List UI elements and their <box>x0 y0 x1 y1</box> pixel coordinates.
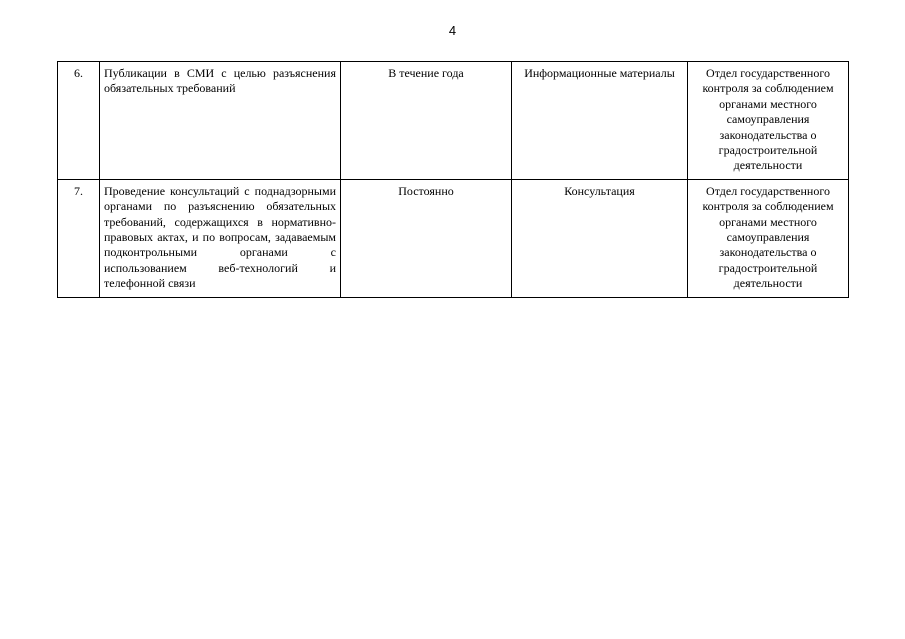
events-table <box>57 61 849 298</box>
activity-cell: Проведение консультаций с поднадзорными органами по разъяснению обязательных требований, содержащихся в нормативно-правовых актах, и по вопросам, задаваемым подконтрольными органами с использованием веб-технологий и телефонной связи <box>100 179 341 297</box>
page-number: 4 <box>448 23 457 38</box>
responsible-cell: Отдел государственного контроля за соблюдением органами местного самоуправления законодательства о градостроительной деятельности <box>688 179 849 297</box>
deadline-cell: В течение года <box>341 62 512 180</box>
activity-cell: Публикации в СМИ с целью разъяснения обязательных требований <box>100 62 341 180</box>
responsible-cell: Отдел государственного контроля за соблюдением органами местного самоуправления законодательства о градостроительной деятельности <box>688 62 849 180</box>
row-number: 6. <box>58 62 100 180</box>
table-row <box>58 179 849 297</box>
form-cell: Информационные материалы <box>512 62 688 180</box>
deadline-cell: Постоянно <box>341 179 512 297</box>
row-number: 7. <box>58 179 100 297</box>
table-row <box>58 62 849 180</box>
form-cell: Консультация <box>512 179 688 297</box>
